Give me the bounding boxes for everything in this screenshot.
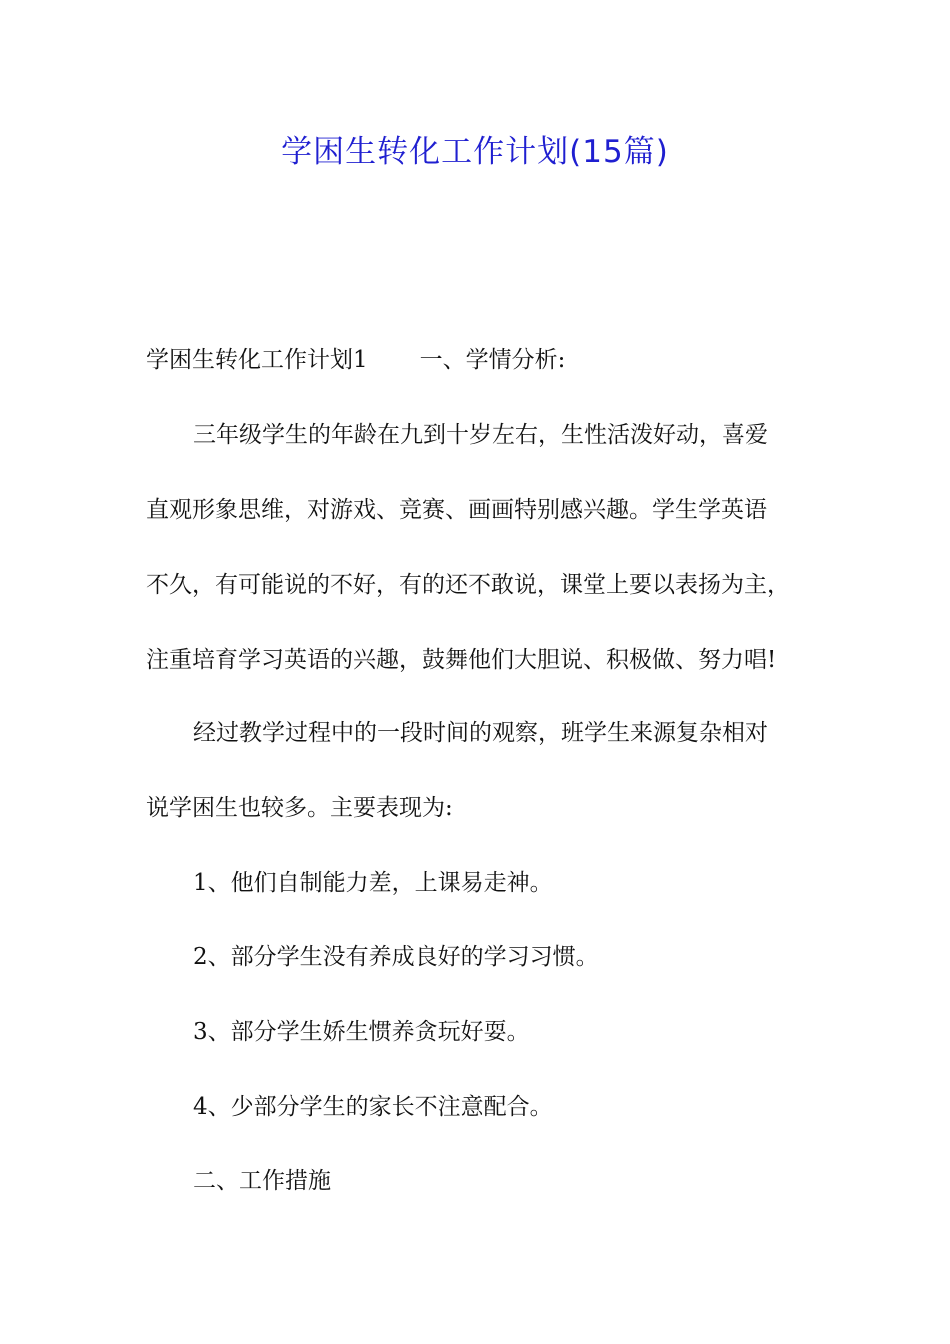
paragraph-1-line-1: 三年级学生的年龄在九到十岁左右，生性活泼好动，喜爱 bbox=[193, 422, 768, 448]
section-heading-2: 二、工作措施 bbox=[193, 1168, 331, 1194]
plan-heading: 学困生转化工作计划1 bbox=[146, 347, 368, 373]
paragraph-2-line-2: 说学困生也较多。主要表现为: bbox=[146, 795, 453, 821]
paragraph-1-line-2: 直观形象思维，对游戏、竞赛、画画特别感兴趣。学生学英语 bbox=[146, 497, 767, 523]
document-title: 学困生转化工作计划(15篇) bbox=[281, 134, 669, 170]
list-item-1: 1、他们自制能力差，上课易走神。 bbox=[193, 870, 553, 896]
list-item-2: 2、部分学生没有养成良好的学习习惯。 bbox=[193, 944, 599, 970]
list-item-3: 3、部分学生娇生惯养贪玩好耍。 bbox=[193, 1019, 530, 1045]
paragraph-1-line-4: 注重培育学习英语的兴趣，鼓舞他们大胆说、积极做、努力唱! bbox=[146, 647, 777, 673]
paragraph-2-line-1: 经过教学过程中的一段时间的观察，班学生来源复杂相对 bbox=[193, 720, 768, 746]
section-heading-1: 一、学情分析: bbox=[419, 347, 566, 373]
list-item-4: 4、少部分学生的家长不注意配合。 bbox=[193, 1094, 553, 1120]
heading-line bbox=[146, 342, 565, 378]
paragraph-1-line-3: 不久，有可能说的不好，有的还不敢说，课堂上要以表扬为主， bbox=[146, 572, 790, 598]
